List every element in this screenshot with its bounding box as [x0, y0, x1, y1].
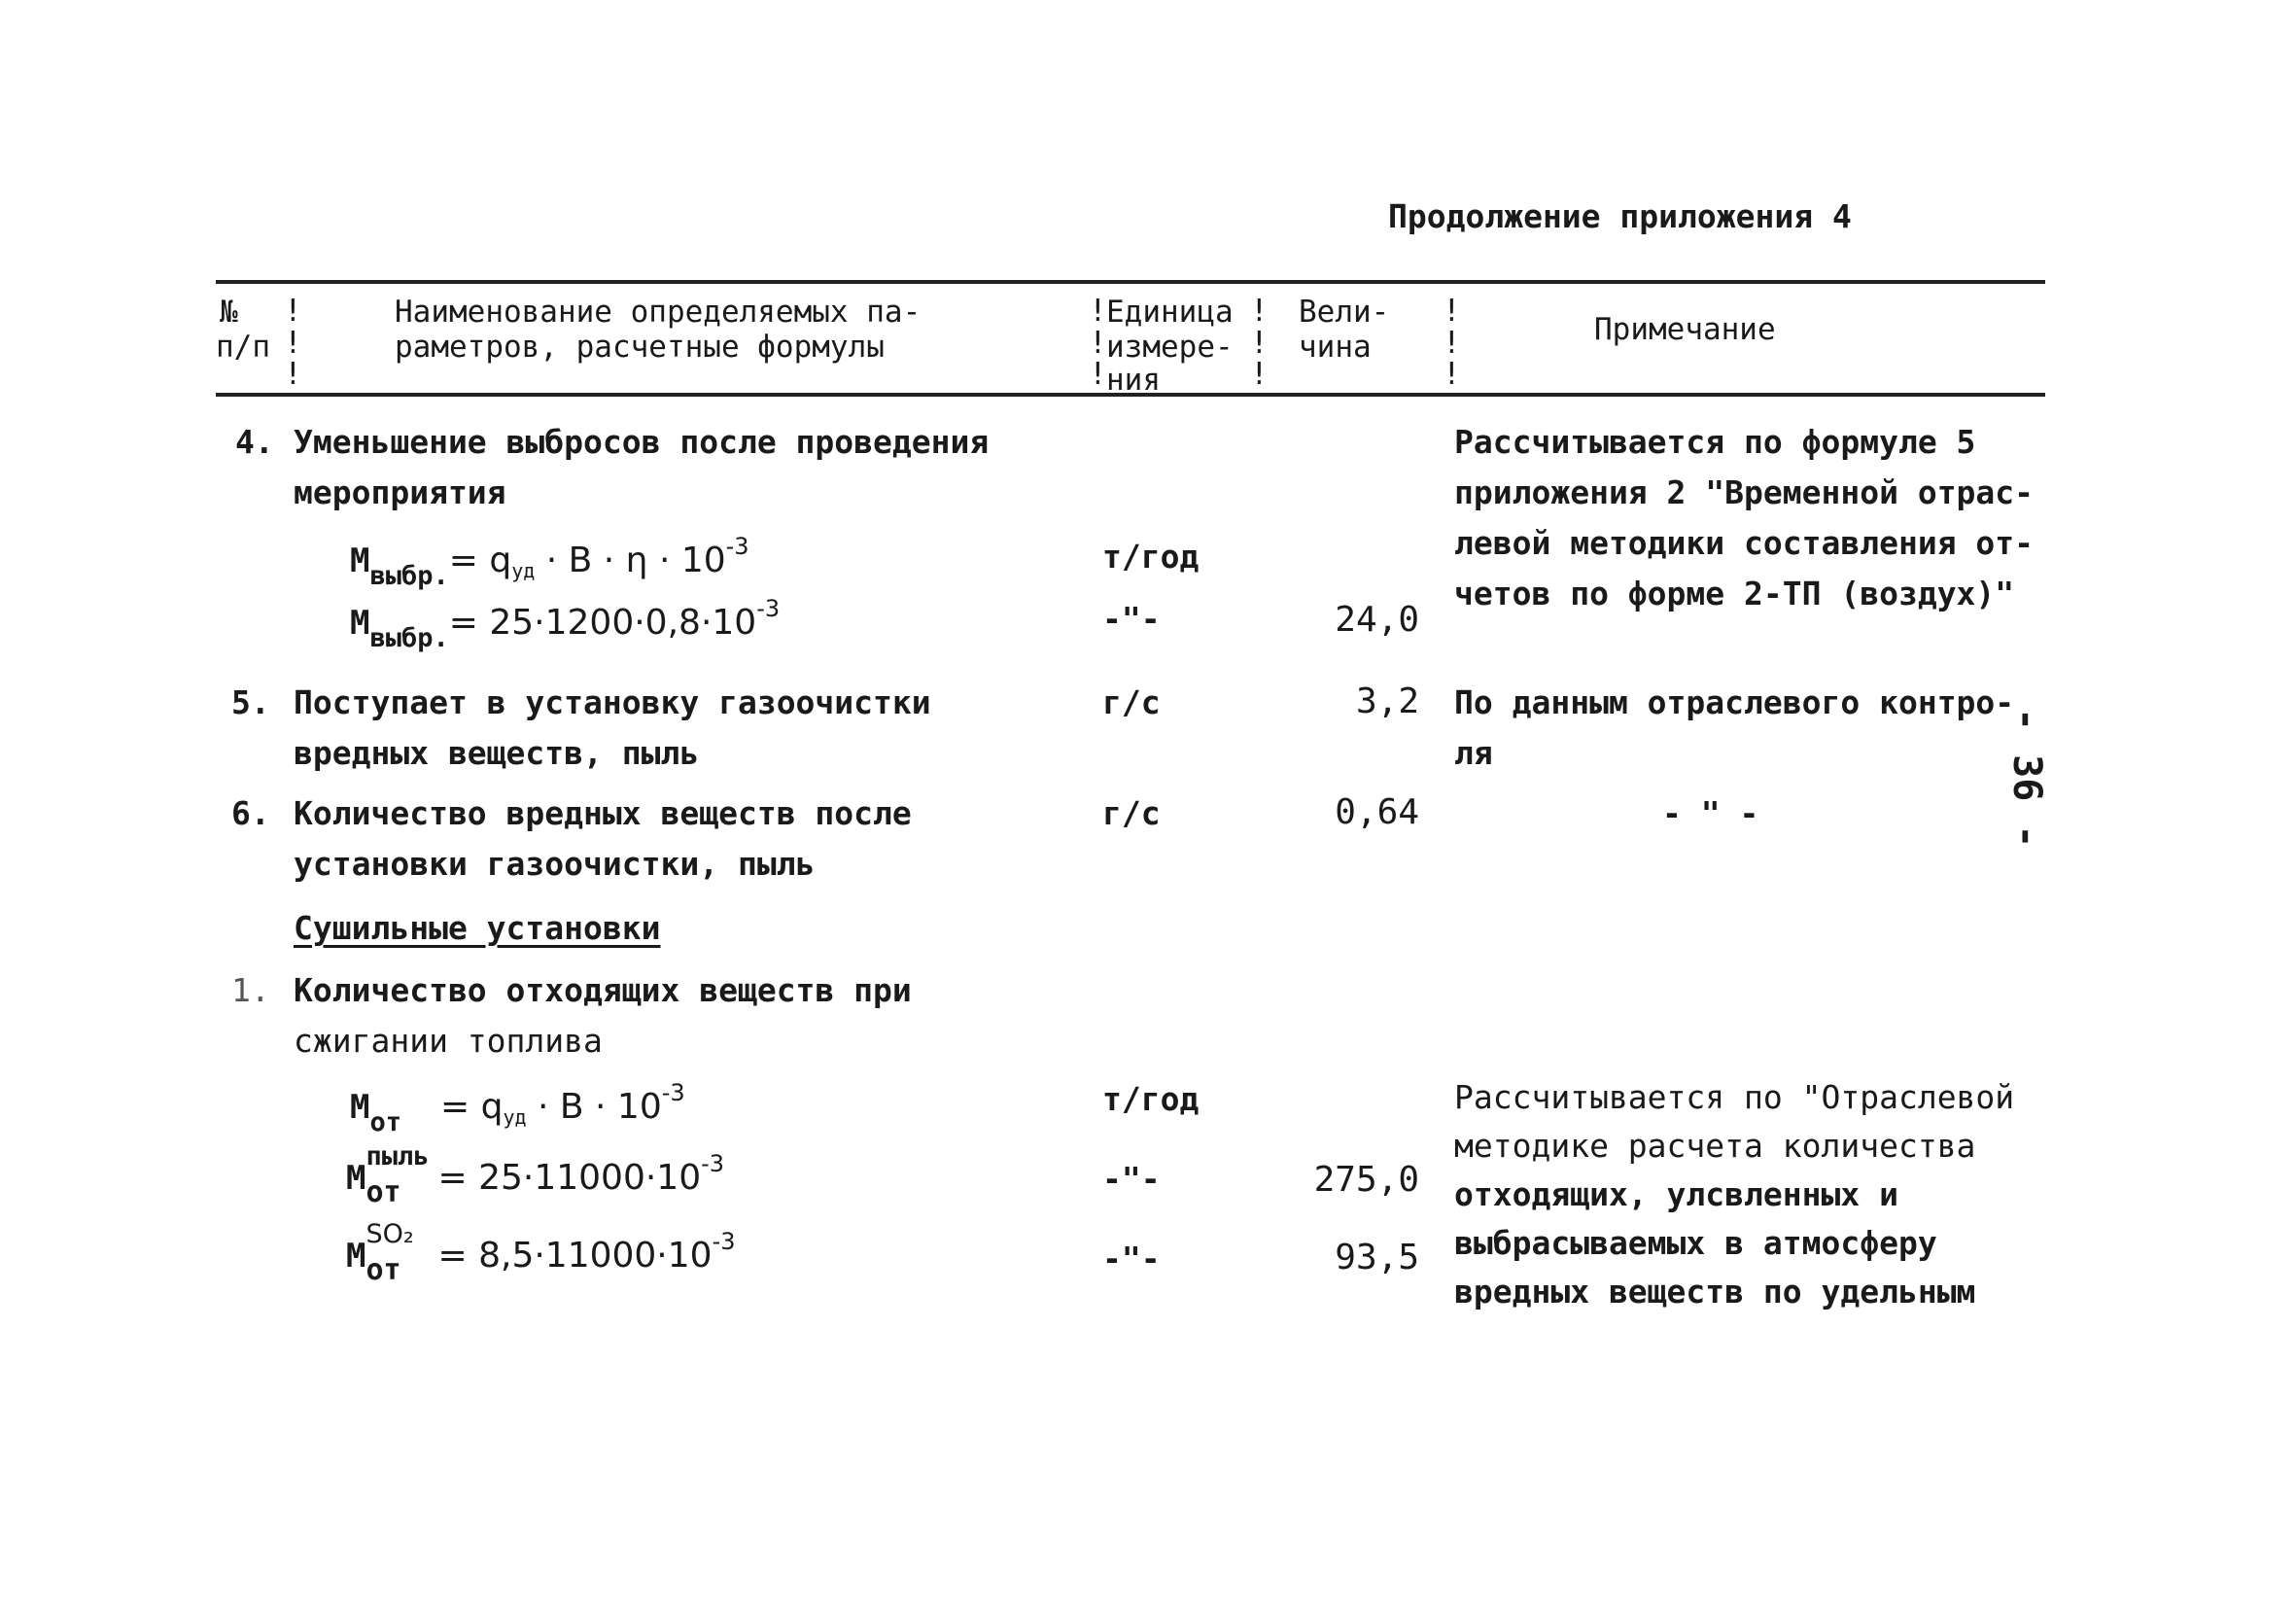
- row-unit: г/с: [1102, 683, 1161, 721]
- header-value-line2: чина: [1299, 330, 1372, 365]
- header-unit-line2: измере-: [1106, 330, 1234, 365]
- row-note-line: методике расчета количества: [1454, 1127, 1976, 1165]
- header-note: Примечание: [1594, 312, 1776, 347]
- section-heading: Сушильные установки: [294, 909, 661, 947]
- row-note-line: Рассчитывается по формуле 5: [1454, 423, 1976, 461]
- formula: М SO₂ от = $8,5\cdot 11000\cdot 10^{-3}$: [346, 1219, 736, 1287]
- row-value: 0,64: [1335, 792, 1419, 832]
- row-name-line: Поступает в установку газоочистки: [294, 683, 931, 721]
- row-note-line: По данным отраслевого контро-: [1454, 683, 2015, 721]
- header-num-line1: №: [220, 295, 238, 330]
- header-bottom-rule: [216, 393, 2045, 397]
- header-unit-line1: Единица: [1106, 295, 1234, 330]
- row-unit: г/с: [1102, 794, 1161, 832]
- row-number: 1.: [231, 971, 270, 1009]
- formula: $М_{выбр.}= 25\cdot 1200\cdot 0,8\cdot 10^{-3}$: [350, 595, 781, 653]
- table-top-rule: [216, 280, 2045, 284]
- row-name-line: вредных веществ, пыль: [294, 734, 700, 772]
- header-divider: ! ! !: [1443, 294, 1461, 393]
- row-value: 3,2: [1355, 682, 1419, 721]
- header-divider: ! ! !: [1089, 294, 1107, 393]
- header-divider: ! ! !: [1250, 294, 1269, 393]
- row-name-line: Количество вредных веществ после: [294, 794, 912, 832]
- row-unit: -"-: [1102, 600, 1161, 638]
- row-note-line: отходящих, улсвленных и: [1454, 1175, 1898, 1213]
- row-note-line: Рассчитывается по "Отраслевой: [1454, 1078, 2015, 1116]
- row-note-line: выбрасываемых в атмосферу: [1454, 1224, 1937, 1262]
- row-unit: т/год: [1102, 1080, 1200, 1118]
- header-divider: ! ! !: [284, 294, 302, 393]
- row-note-line: приложения 2 "Временной отрас-: [1454, 473, 2035, 511]
- row-value: 93,5: [1335, 1238, 1419, 1277]
- row-value: 275,0: [1313, 1160, 1419, 1200]
- header-name-line1: Наименование определяемых па-: [395, 295, 922, 330]
- row-number: 5.: [231, 683, 270, 721]
- row-name-line: Количество отходящих веществ при: [294, 971, 912, 1009]
- header-value-line1: Вели-: [1299, 295, 1390, 330]
- row-unit: -"-: [1102, 1160, 1161, 1198]
- row-number: 4.: [235, 423, 274, 461]
- header-unit-line3: ния: [1106, 363, 1161, 398]
- row-note-line: четов по форме 2-ТП (воздух)": [1454, 575, 2015, 612]
- header-num-line2: п/п: [216, 330, 270, 365]
- row-unit: т/год: [1102, 538, 1200, 576]
- row-note-line: вредных веществ по удельным: [1454, 1273, 1976, 1311]
- row-unit: -"-: [1102, 1240, 1161, 1277]
- row-name-line: Уменьшение выбросов после проведения: [294, 423, 990, 461]
- row-value: 24,0: [1335, 600, 1419, 640]
- row-note: - " -: [1662, 794, 1759, 832]
- header-name-line2: раметров, расчетные формулы: [395, 330, 885, 365]
- page-number: - 36 -: [2004, 708, 2049, 849]
- formula: М пыль от = $25\cdot 11000\cdot 10^{-3}$: [346, 1141, 725, 1209]
- formula: $М_{выбр.}= q_{уд} \cdot В \cdot \eta \cdot 10^{-3}$: [350, 533, 749, 591]
- continuation-heading: Продолжение приложения 4: [1388, 197, 1852, 235]
- row-number: 6.: [231, 794, 270, 832]
- row-name-line: установки газоочистки, пыль: [294, 845, 816, 883]
- row-name-line: мероприятия: [294, 473, 506, 511]
- formula: $М_{от} = q_{уд} \cdot В \cdot 10^{-3}$: [350, 1079, 685, 1137]
- row-name-line: сжигании топлива: [294, 1022, 603, 1060]
- row-note-line: ля: [1454, 734, 1493, 772]
- row-note-line: левой методики составления от-: [1454, 524, 2035, 562]
